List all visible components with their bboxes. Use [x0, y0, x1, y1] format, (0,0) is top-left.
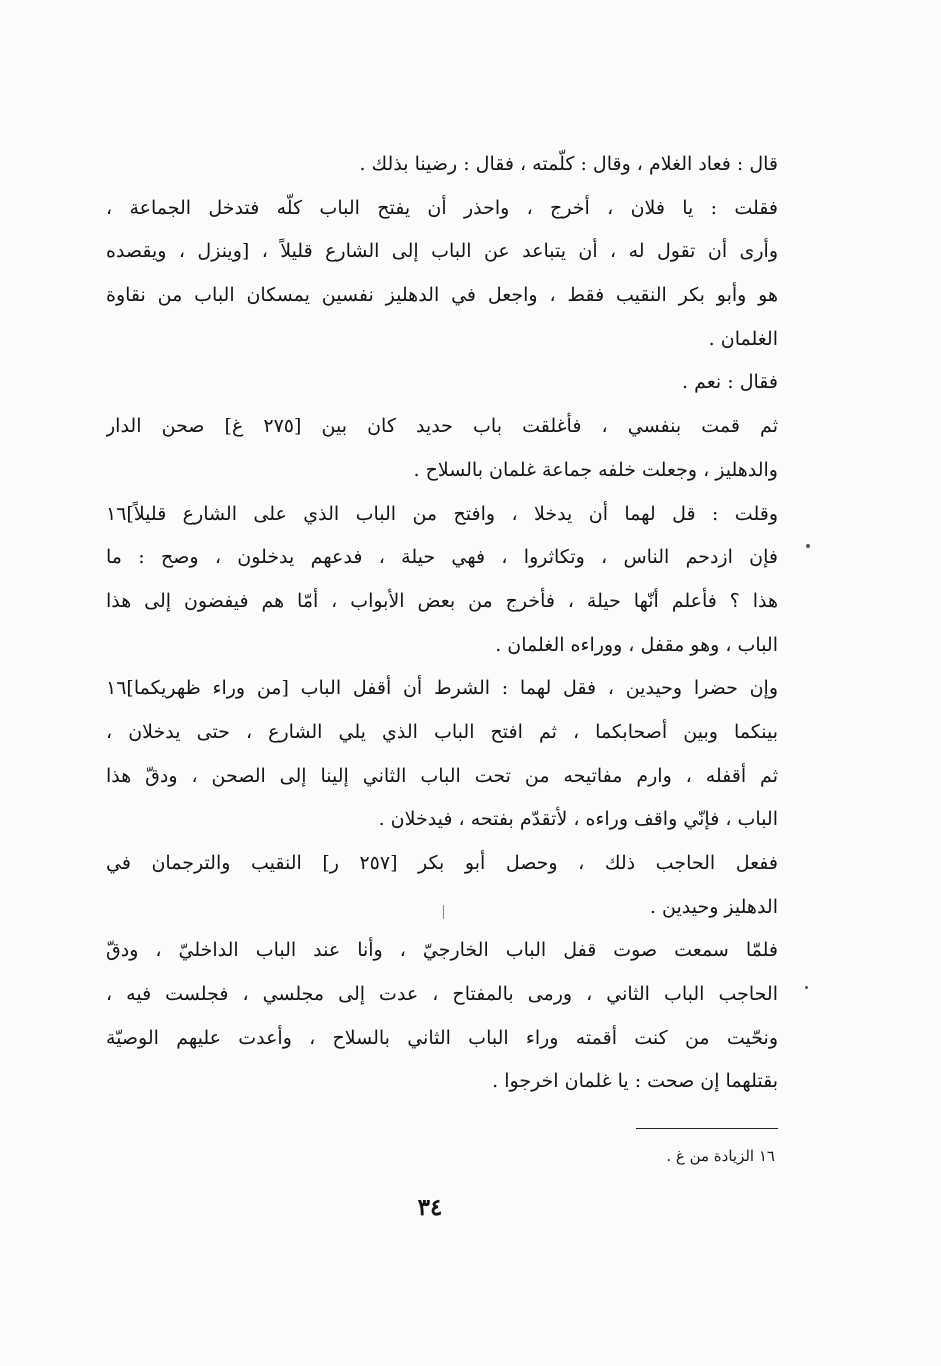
text-line: فإن ازدحم الناس ، وتكاثروا ، فهي حيلة ، فدعهم يدخلون ، وصح : ما	[106, 546, 778, 569]
text-line: هذا ؟ فأعلم أنّها حيلة ، فأخرج من بعض الأبواب ، أمّا هم فيفضون إلى هذا	[106, 589, 778, 612]
scan-speck	[443, 905, 444, 919]
text-line: والدهليز ، وجعلت خلفه جماعة غلمان بالسلاح .	[413, 458, 778, 481]
text-line: الدهليز وحيدين .	[649, 895, 778, 918]
text-line: هو وأبو بكر النقيب فقط ، واجعل في الدهليز نفسين يمسكان الباب من نقاوة	[106, 284, 778, 307]
footnote: ١٦ الزيادة من غ .	[666, 1147, 775, 1165]
text-line: وقلت : قل لهما أن يدخلا ، وافتح من الباب الذي على الشارع قليلاً]١٦	[106, 502, 778, 525]
text-line: فلمّا سمعت صوت قفل الباب الخارجيّ ، وأنا عند الباب الداخليّ ، ودقّ	[106, 939, 778, 962]
text-line: بقتلهما إن صحت : يا غلمان اخرجوا .	[492, 1070, 778, 1093]
text-line: ونحّيت من كنت أقمته وراء الباب الثاني بالسلاح ، وأعدت عليهم الوصيّة	[106, 1026, 778, 1049]
text-line: بينكما وبين أصحابكما ، ثم افتح الباب الذي يلي الشارع ، حتى يدخلان ،	[106, 720, 778, 743]
scan-speck	[805, 986, 808, 989]
text-line: وأرى أن تقول له ، أن يتباعد عن الباب إلى الشارع قليلاً ، [وينزل ، ويقصده	[106, 240, 778, 263]
footnote-divider	[636, 1128, 778, 1129]
text-line: قال : فعاد الغلام ، وقال : كلّمته ، فقال : رضينا بذلك .	[359, 153, 778, 175]
page-number: ٣٤	[417, 1194, 443, 1221]
scan-speck	[806, 544, 810, 548]
text-line: ثم قمت بنفسي ، فأغلقت باب حديد كان بين [٢٧٥ غ] صحن الدار	[106, 415, 778, 438]
text-line: الحاجب الباب الثاني ، ورمى بالمفتاح ، عدت إلى مجلسي ، فجلست فيه ،	[106, 983, 778, 1006]
text-line: ففعل الحاجب ذلك ، وحصل أبو بكر [٢٥٧ ر] النقيب والترجمان في	[106, 852, 778, 874]
text-line: الغلمان .	[708, 327, 778, 350]
text-line: وإن حضرا وحيدين ، فقل لهما : الشرط أن أقفل الباب [من وراء ظهريكما]١٦	[106, 677, 778, 700]
text-line: فقلت : يا فلان ، أخرج ، واحذر أن يفتح الباب كلّه فتدخل الجماعة ،	[106, 196, 778, 219]
text-line: الباب ، فإنّي واقف وراءه ، لأتقدّم بفتحه ، فيدخلان .	[378, 808, 778, 831]
text-line: ثم أقفله ، وارم مفاتيحه من تحت الباب الثاني إلينا إلى الصحن ، ودقّ هذا	[106, 764, 778, 787]
text-line: الباب ، وهو مقفل ، ووراءه الغلمان .	[495, 633, 778, 656]
body-text	[106, 143, 778, 1104]
text-line: فقال : نعم .	[682, 371, 778, 394]
